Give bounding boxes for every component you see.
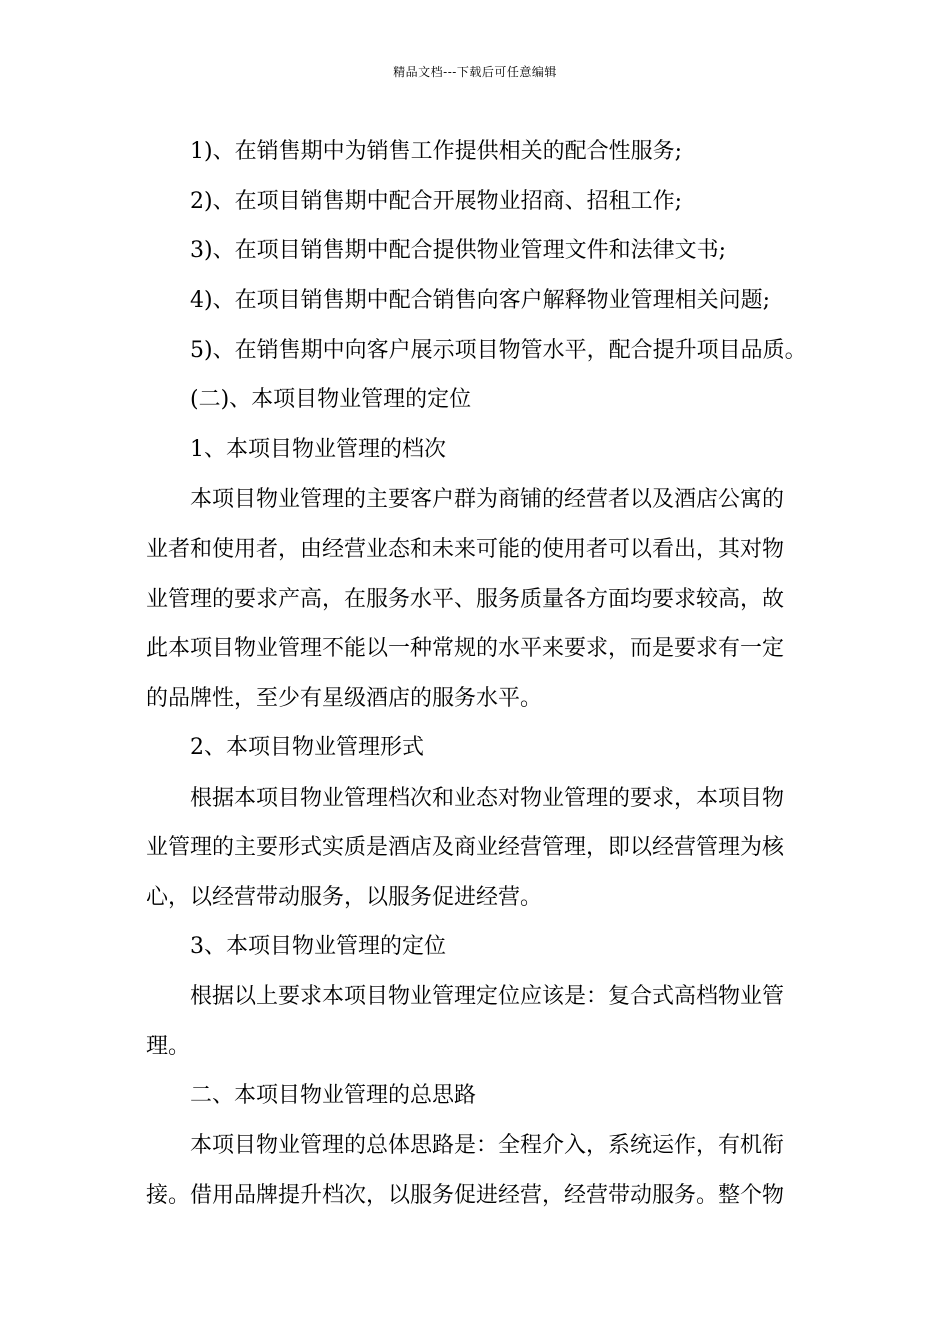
paragraph-line: 接。借用品牌提升档次，以服务促进经营，经营带动服务。整个物 [146, 1183, 785, 1208]
list-item-3: 3)、在项目销售期中配合提供物业管理文件和法律文书; [190, 238, 726, 263]
paragraph-line: 业管理的要求产高，在服务水平、服务质量各方面均要求较高，故 [146, 587, 785, 612]
paragraph-line: 根据以上要求本项目物业管理定位应该是：复合式高档物业管 [190, 984, 785, 1009]
paragraph-line: 此本项目物业管理不能以一种常规的水平来要求，而是要求有一定 [146, 636, 785, 661]
paragraph-line: 理。 [146, 1034, 191, 1059]
paragraph-line: 的品牌性，至少有星级酒店的服务水平。 [146, 686, 543, 711]
paragraph-line: 业管理的主要形式实质是酒店及商业经营管理，即以经营管理为核 [146, 835, 785, 860]
paragraph-line: 心，以经营带动服务，以服务促进经营。 [146, 885, 543, 910]
list-item-1: 1)、在销售期中为销售工作提供相关的配合性服务; [190, 139, 682, 164]
paragraph-line: 根据本项目物业管理档次和业态对物业管理的要求，本项目物 [190, 786, 785, 811]
subheading-form: 2、本项目物业管理形式 [190, 735, 424, 760]
paragraph-line: 本项目物业管理的总体思路是：全程介入，系统运作，有机衔 [190, 1133, 785, 1158]
paragraph-line: 业者和使用者，由经营业态和未来可能的使用者可以看出，其对物 [146, 537, 785, 562]
section-heading-approach: 二、本项目物业管理的总思路 [190, 1083, 477, 1108]
section-heading-positioning: (二)、本项目物业管理的定位 [190, 387, 472, 412]
page-header: 精品文档---下载后可任意编辑 [393, 65, 557, 79]
list-item-2: 2)、在项目销售期中配合开展物业招商、招租工作; [190, 189, 682, 214]
subheading-positioning: 3、本项目物业管理的定位 [190, 934, 446, 959]
list-item-5: 5)、在销售期中向客户展示项目物管水平，配合提升项目品质。 [190, 338, 807, 363]
list-item-4: 4)、在项目销售期中配合销售向客户解释物业管理相关问题; [190, 288, 770, 313]
paragraph-line: 本项目物业管理的主要客户群为商铺的经营者以及酒店公寓的 [190, 487, 785, 512]
subheading-grade: 1、本项目物业管理的档次 [190, 437, 446, 462]
